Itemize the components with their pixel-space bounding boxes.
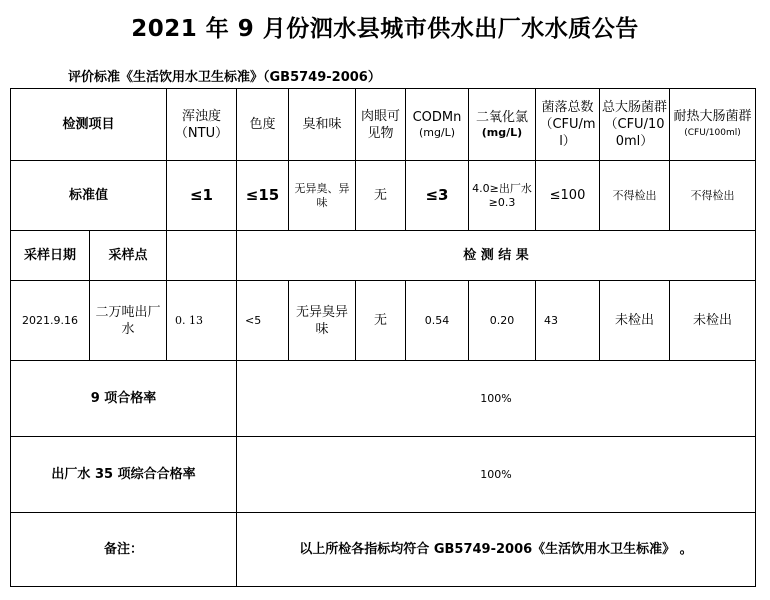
- page-title: 2021 年 9 月份泗水县城市供水出厂水水质公告: [131, 16, 639, 42]
- col-codmn: [406, 89, 469, 161]
- col-total-coliform-name: 总大肠菌群: [602, 100, 668, 115]
- col-colony-count-name: 菌落总数: [541, 100, 594, 115]
- col-total-coliform: [600, 89, 670, 161]
- col-codmn-unit: (mg/L): [418, 126, 456, 139]
- col-visible-matter: 肉眼可见物: [356, 89, 406, 161]
- standard-value: 无: [356, 161, 406, 231]
- col-color: 色度: [237, 89, 289, 161]
- sample-header-blank: [167, 231, 237, 281]
- result-value: 无异臭异味: [289, 281, 356, 361]
- result-value: 43: [536, 281, 600, 361]
- standard-value: ≤15: [237, 161, 289, 231]
- col-turbidity: [167, 89, 237, 161]
- col-colony-count: [536, 89, 600, 161]
- col-chlorine-dioxide-unit: (mg/L): [481, 126, 523, 139]
- result-value: <5: [237, 281, 289, 361]
- standard-label: 标准值: [11, 161, 167, 231]
- sample-date-label: 采样日期: [11, 231, 90, 281]
- standard-value: ≤3: [406, 161, 469, 231]
- note-text: 以上所检各指标均符合 GB5749-2006《生活饮用水卫生标准》 。: [237, 513, 756, 587]
- sample-header-row: [11, 231, 756, 281]
- col-chlorine-dioxide: [469, 89, 536, 161]
- sample-date: 2021.9.16: [11, 281, 90, 361]
- pass-rate-9-label: 9 项合格率: [11, 361, 237, 437]
- sample-point: 二万吨出厂水: [90, 281, 167, 361]
- item-label: 检测项目: [11, 89, 167, 161]
- col-chlorine-dioxide-name: 二氧化氯: [475, 110, 528, 125]
- standard-value: 不得检出: [670, 161, 756, 231]
- standard-value: ≤1: [167, 161, 237, 231]
- sample-point-label: 采样点: [90, 231, 167, 281]
- pass-rate-35-value: 100%: [237, 437, 756, 513]
- result-value: 0.20: [469, 281, 536, 361]
- result-value: 未检出: [670, 281, 756, 361]
- standard-value: 无异臭、异味: [289, 161, 356, 231]
- sample-row: [11, 281, 756, 361]
- col-thermo-coliform-unit: (CFU/100ml): [684, 127, 741, 138]
- pass-rate-9-value: 100%: [237, 361, 756, 437]
- note-row: [11, 513, 756, 587]
- result-value: 0. 13: [167, 281, 237, 361]
- standard-value: 不得检出: [600, 161, 670, 231]
- col-codmn-name: CODMn: [412, 110, 462, 125]
- result-value: 无: [356, 281, 406, 361]
- header-row: [11, 89, 756, 161]
- col-colony-count-unit: （CFU/ml）: [539, 117, 596, 149]
- result-value: 0.54: [406, 281, 469, 361]
- col-turbidity-name: 浑浊度: [181, 108, 221, 124]
- col-thermo-coliform: [670, 89, 756, 161]
- col-turbidity-unit: （NTU）: [174, 125, 229, 141]
- result-value: 未检出: [600, 281, 670, 361]
- result-label: 检 测 结 果: [237, 231, 756, 281]
- col-total-coliform-unit: （CFU/100ml）: [604, 117, 665, 149]
- col-thermo-coliform-name: 耐热大肠菌群: [673, 108, 752, 124]
- water-quality-table: [10, 88, 756, 587]
- pass-rate-9-row: [11, 361, 756, 437]
- standard-row: [11, 161, 756, 231]
- evaluation-standard: 评价标准《生活饮用水卫生标准》（GB5749-2006）: [68, 70, 381, 85]
- pass-rate-35-label: 出厂水 35 项综合合格率: [11, 437, 237, 513]
- pass-rate-35-row: [11, 437, 756, 513]
- standard-value: 4.0≥出厂水≥0.3: [469, 161, 536, 231]
- standard-value: ≤100: [536, 161, 600, 231]
- note-label: 备注：: [11, 513, 237, 587]
- col-odor: 臭和味: [289, 89, 356, 161]
